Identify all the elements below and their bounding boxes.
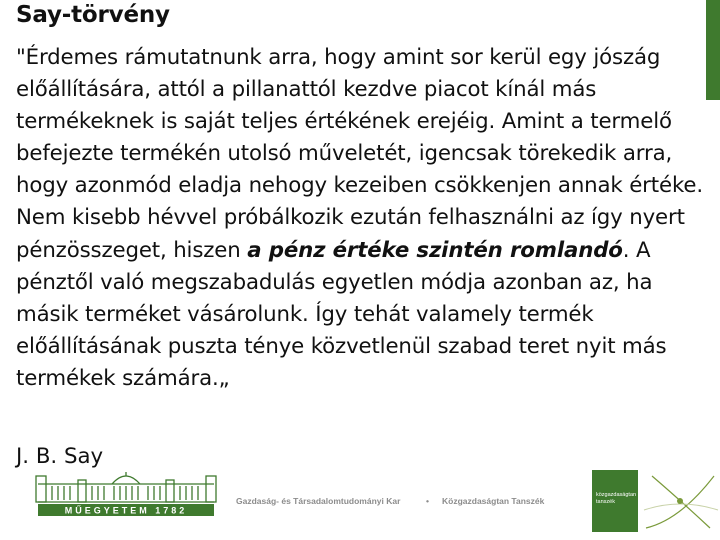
university-logo-text: MŰEGYETEM 1782 <box>64 505 188 516</box>
quote-author: J. B. Say <box>16 444 104 469</box>
university-building-logo <box>28 470 224 530</box>
accent-bar <box>706 0 720 100</box>
department-emblem-icon <box>640 470 720 532</box>
faculty-name: Gazdaság- és Társadalomtudományi Kar <box>236 496 401 506</box>
footer <box>0 470 720 540</box>
department-logo-box <box>592 470 638 532</box>
quote-part-1: "Érdemes rámutatnunk arra, hogy amint sor kerül egy jószág előállítására, attól a pillanattól kezdve piacot kínál más termékeknek is saját teljes értékének erejéig. Amint a termelő befejezte termékén utolsó műveletét, igencsak törekedik arra, hogy azonmód eladja nehogy kezeiben csökkenjen annak értéke. Nem kisebb hévvel próbálkozik ezután felhasználni az így nyert pénzösszeget, hiszen <box>16 45 703 263</box>
department-logo-text: közgazdaságtan tanszék <box>596 492 637 505</box>
slide-title: Say-törvény <box>16 2 170 28</box>
quote-part-2: . A pénztől való megszabadulás egyetlen módja azonban az, ha másik terméket vásárolunk. Így tehát valamely termék előállításának puszta ténye közvetlenül szabad teret nyit más termékek számára.„ <box>16 237 667 391</box>
quote-text <box>16 42 706 395</box>
department-logo <box>592 470 720 532</box>
department-name: Közgazdaságtan Tanszék <box>442 496 545 506</box>
footer-separator: • <box>426 496 429 506</box>
quote-emphasis: a pénz értéke szintén romlandó <box>247 237 623 263</box>
